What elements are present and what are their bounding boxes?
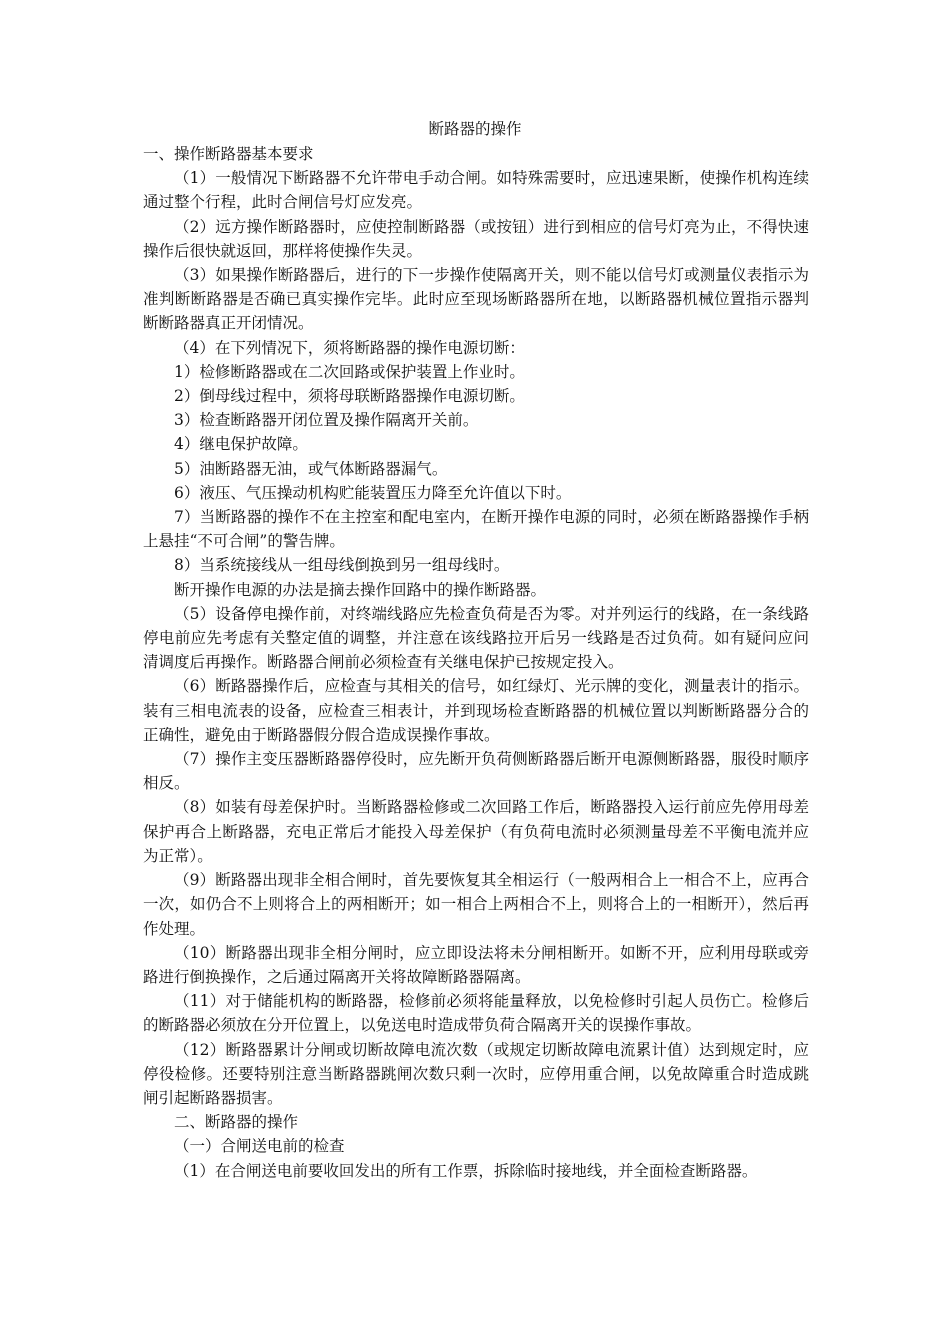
paragraph: （1）在合闸送电前要收回发出的所有工作票，拆除临时接地线，并全面检查断路器。 [174,1161,758,1180]
paragraph: 断开操作电源的办法是摘去操作回路中的操作断路器。 [174,580,547,599]
paragraph: （12）断路器累计分闸或切断故障电流次数（或规定切断故障电流累计值）达到规定时，应停役检修。还要特别注意当断路器跳闸次数只剩一次时，应停用重合闸，以免故障重合时造成跳闸引起断路器损害。 [143,1040,809,1107]
list-item: 8）当系统接线从一组母线倒换到另一组母线时。 [174,556,510,575]
list-item: 3）检查断路器开闭位置及操作隔离开关前。 [174,411,479,430]
list-item: 7）当断路器的操作不在主控室和配电室内，在断开操作电源的同时，必须在断路器操作手柄上悬挂“不可合闸”的警告牌。 [143,508,809,551]
paragraph: （5）设备停电操作前，对终端线路应先检查负荷是否为零。对并列运行的线路，在一条线路停电前应先考虑有关整定值的调整，并注意在该线路拉开后另一线路是否过负荷。如有疑问应问清调度后再操作。断路器合闸前必须检查有关继电保护已按规定投入。 [143,604,809,672]
paragraph: （2）远方操作断路器时，应使控制断路器（或按钮）进行到相应的信号灯亮为止，不得快速操作后很快就返回，那样将使操作失灵。 [143,217,809,260]
paragraph: （10）断路器出现非全相分闸时，应立即设法将未分闸相断开。如断不开，应利用母联或旁路进行倒换操作，之后通过隔离开关将故障断路器隔离。 [143,943,809,986]
paragraph: （9）断路器出现非全相合闸时，首先要恢复其全相运行（一般两相合上一相合不上，应再合一次，如仍合不上则将合上的两相断开；如一相合上两相合不上，则将合上的一相断开），然后再作处理。 [143,871,809,938]
paragraph: （7）操作主变压器断路器停役时，应先断开负荷侧断路器后断开电源侧断路器，服役时顺序相反。 [143,750,809,793]
document-title: 断路器的操作 [428,120,522,138]
paragraph: （3）如果操作断路器后，进行的下一步操作使隔离开关，则不能以信号灯或测量仪表指示为准判断断路器是否确已真实操作完毕。此时应至现场断路器所在地，以断路器机械位置指示器判断断路器真正开闭情况。 [143,266,809,333]
paragraph: （11）对于储能机构的断路器，检修前必须将能量释放，以免检修时引起人员伤亡。检修后的断路器必须放在分开位置上，以免送电时造成带负荷合隔离开关的误操作事故。 [143,992,809,1035]
list-item: 5）油断路器无油，或气体断路器漏气。 [174,459,448,478]
list-item: 6）液压、气压操动机构贮能装置压力降至允许值以下时。 [174,483,572,502]
section-heading: 二、断路器的操作 [174,1113,299,1132]
paragraph: （6）断路器操作后，应检查与其相关的信号，如红绿灯、光示牌的变化，测量表计的指示。装有三相电流表的设备，应检查三相表计，并到现场检查断路器的机械位置以判断断路器分合的正确性，避免由于断路器假分假合造成误操作事故。 [143,677,809,744]
section-heading: 一、操作断路器基本要求 [143,145,314,163]
list-item: 4）继电保护故障。 [174,435,308,454]
list-item: 1）检修断路器或在二次回路或保护装置上作业时。 [174,362,525,381]
paragraph: （1）一般情况下断路器不允许带电手动合闸。如特殊需要时，应迅速果断，使操作机构连续通过整个行程，此时合闸信号灯应发亮。 [143,169,809,212]
paragraph: （8）如装有母差保护时。当断路器检修或二次回路工作后，断路器投入运行前应先停用母差保护再合上断路器，充电正常后才能投入母差保护（有负荷电流时必须测量母差不平衡电流并应为正常）。 [143,798,809,865]
document-body [143,142,809,1183]
subsection-heading: （一）合闸送电前的检查 [174,1137,345,1156]
list-item: 2）倒母线过程中，须将母联断路器操作电源切断。 [174,387,525,406]
paragraph: （4）在下列情况下，须将断路器的操作电源切断： [174,338,525,357]
